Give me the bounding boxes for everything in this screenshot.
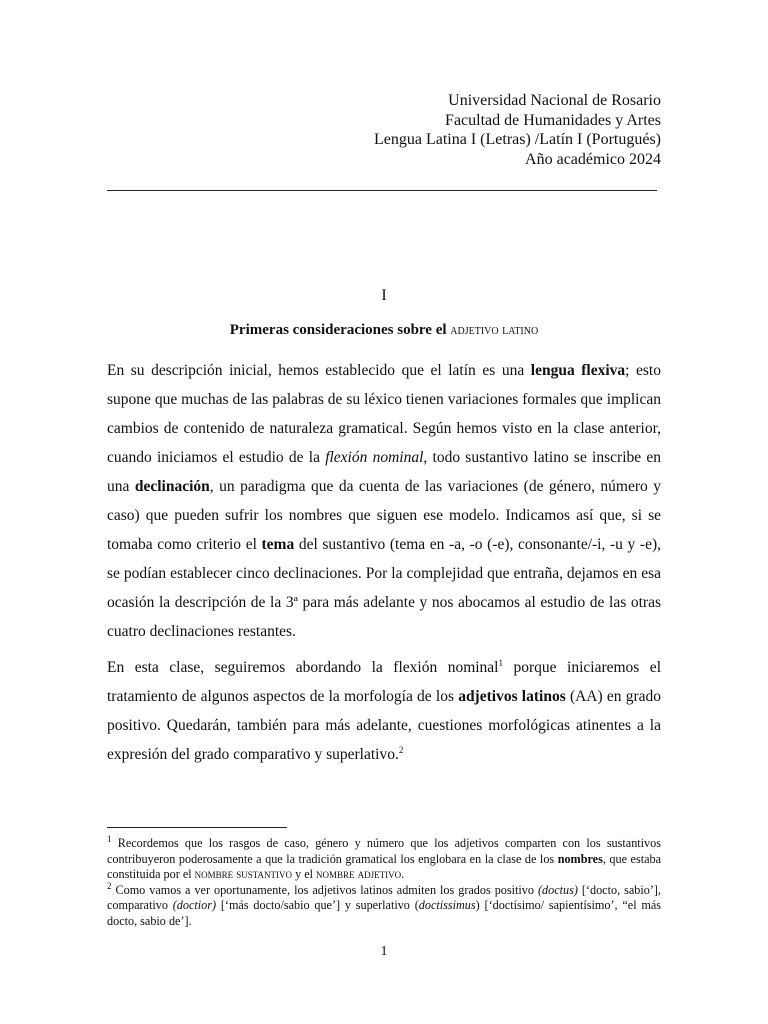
footnote-number: 1 [107,833,112,844]
section-title-smallcaps: adjetivo latino [450,323,539,338]
text-run: Recordemos que los rasgos de caso, género y número que los adjetivos comparten con los sustantivos contribuyeron poderosamente a que la tradición gramatical los englobara en la clase de los [107,836,661,866]
text-run: , un paradigma que da cuenta de las variaciones (de género, número y caso) que pueden sufrir los nombres que siguen ese modelo. Indicamos así que, si se tomaba como criterio el [107,478,661,553]
text-run: [‘docto, sabio’], comparativo [107,882,661,913]
text-run: [‘más docto/sabio que’] y superlativo ( [216,898,419,913]
text-run: En esta clase, seguiremos abordando la flexión nominal [107,659,499,676]
text-run: del sustantivo (tema en -a, -o (-e), consonante/-i, -u y -e), se podían establecer cinco declinaciones. Por la complejidad que entraña, dejamos en esa ocasión la descripción de la 3ª para más adelante y nos abocamos al estudio de las otras cuatro declinaciones restantes. [107,536,661,640]
header-faculty: Facultad de Humanidades y Artes [445,111,661,129]
text-run: ; esto supone que muchas de las palabras de su léxico tienen variaciones formales que implican cambios de contenido de naturaleza gramatical. Según hemos visto en la clase anterior, cuando iniciamos el estudio de la [107,362,661,466]
footnote-2 [107,880,662,930]
page-number: 1 [380,944,388,959]
text-run: porque iniciaremos el tratamiento de algunos aspectos de la morfología de los [107,659,661,705]
text-run: . [401,867,405,882]
bold-term: adjetivos latinos [458,688,566,705]
text-run: , todo sustantivo latino se inscribe en una [107,449,661,495]
footnote-ref-1[interactable]: 1 [498,657,503,668]
italic-term: (doctior) [172,898,217,913]
smallcaps-term: nombre adjetivo [316,867,402,882]
text-run: (AA) en grado positivo. Quedarán, también para más adelante, cuestiones morfológicas atinentes a la expresión del grado comparativo y superlativo. [107,688,661,763]
bold-term: tema [261,536,295,553]
bold-term: declinación [134,478,210,495]
document-header [101,91,661,169]
text-run: En su descripción inicial, hemos establecido que el latín es una [107,362,531,379]
section-title [0,322,768,339]
paragraph-1 [107,356,661,646]
bold-term: nombres [557,851,603,866]
header-divider [107,190,657,191]
section-number: I [381,287,387,304]
footnote-1 [107,833,661,883]
italic-term: doctissimus [418,898,476,913]
footnote-ref-2[interactable]: 2 [398,744,404,755]
text-run: Como vamos a ver oportunamente, los adjetivos latinos admiten los grados positivo [111,882,538,897]
bold-term: lengua flexiva [530,362,626,379]
italic-term: flexión nominal [325,449,424,466]
section-title-bold: Primeras consideraciones sobre el [229,322,451,338]
footnote-divider [107,827,287,828]
header-year: Año académico 2024 [525,150,661,168]
document-body [107,356,661,776]
text-run: y el [292,867,317,882]
footnote-number: 2 [107,880,112,891]
text-run: , que estaba constituida por el [107,851,661,882]
header-university: Universidad Nacional de Rosario [448,92,661,109]
text-run: ) [‘doctísimo/ sapientísimo’, “el más docto, sabio de’]. [107,898,662,928]
footnotes [107,833,662,930]
smallcaps-term: nombre sustantivo [194,867,293,882]
paragraph-2 [107,653,661,769]
italic-term: (doctus) [537,882,578,897]
header-course: Lengua Latina I (Letras) /Latín I (Portugués) [374,131,661,148]
